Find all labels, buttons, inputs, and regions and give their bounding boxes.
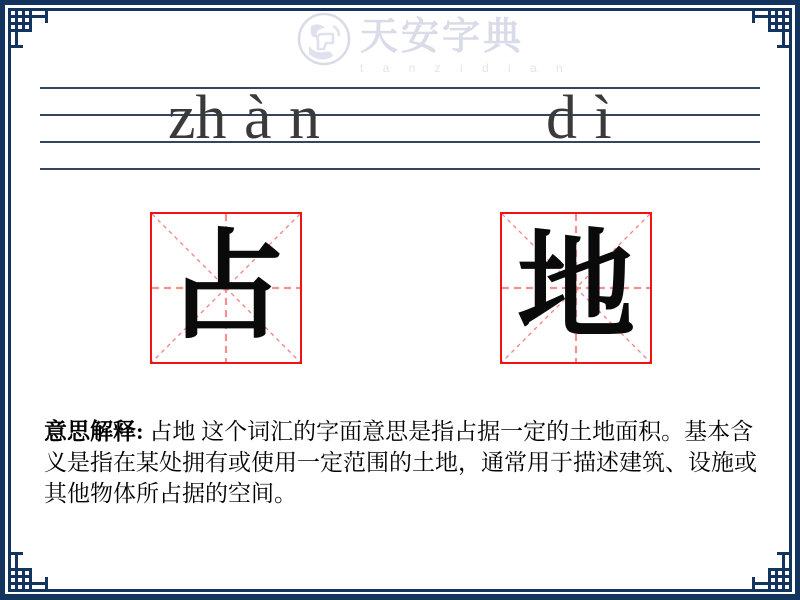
corner-fret-ornament-top-right [748, 0, 800, 52]
character-glyph-1: 占 [166, 222, 285, 353]
definition-text: 占地 这个词汇的字面意思是指占据一定的土地面积。基本含义是指在某处拥有或使用一定范围的土地，通常用于描述建筑、设施或其他物体所占据的空间。 [44, 419, 757, 506]
brand-name: 天安字典 [360, 16, 525, 58]
character-glyph-2: 地 [516, 222, 635, 353]
definition-label: 意思解释: [44, 419, 144, 444]
brand-logo [297, 12, 571, 75]
brand-romanization: t a n z i d i a n [360, 61, 571, 75]
pinyin-word-1: zh à n [168, 84, 321, 152]
pinyin-word-2: d ì [546, 84, 612, 152]
pinyin-guide-line-1 [40, 87, 760, 89]
brand-seal-icon [297, 12, 351, 66]
corner-fret-ornament-top-left [0, 0, 52, 52]
corner-fret-ornament-bottom-left [0, 548, 52, 600]
corner-fret-ornament-bottom-right [748, 548, 800, 600]
character-grid-box-1 [150, 212, 302, 364]
pinyin-guide-line-2 [40, 114, 760, 116]
character-grid-box-2 [500, 212, 652, 364]
pinyin-guide-line-3 [40, 141, 760, 143]
pinyin-guide-line-4 [40, 168, 760, 170]
brand-text-block [360, 12, 571, 75]
definition-paragraph [44, 416, 758, 509]
